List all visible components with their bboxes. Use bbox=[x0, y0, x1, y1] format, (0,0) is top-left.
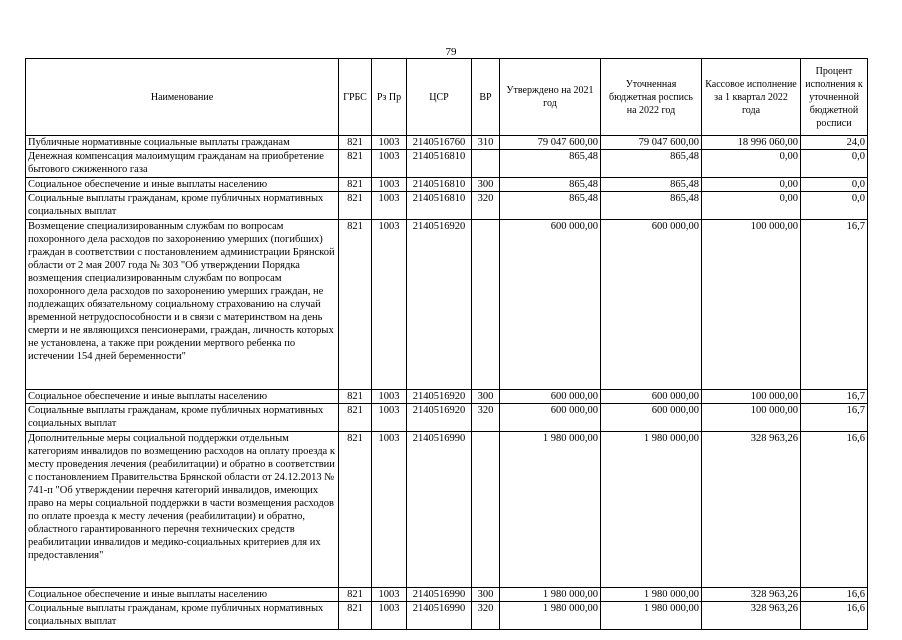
table-row bbox=[26, 432, 868, 588]
cell-rzpr: 1003 bbox=[372, 220, 407, 390]
cell-approved: 1 980 000,00 bbox=[500, 588, 601, 602]
cell-cash: 328 963,26 bbox=[702, 432, 801, 588]
cell-csr: 2140516810 bbox=[407, 178, 472, 192]
cell-csr: 2140516920 bbox=[407, 390, 472, 404]
cell-percent: 16,7 bbox=[801, 390, 868, 404]
cell-grbs: 821 bbox=[339, 432, 372, 588]
cell-percent: 16,6 bbox=[801, 602, 868, 630]
table-row bbox=[26, 588, 868, 602]
cell-percent: 0,0 bbox=[801, 192, 868, 220]
cell-rzpr: 1003 bbox=[372, 178, 407, 192]
cell-cash: 0,00 bbox=[702, 178, 801, 192]
header-percent: Процент исполнения к уточненной бюджетной росписи bbox=[801, 59, 868, 136]
cell-refined: 865,48 bbox=[601, 178, 702, 192]
cell-vr: 320 bbox=[472, 602, 500, 630]
cell-approved: 600 000,00 bbox=[500, 390, 601, 404]
table-row bbox=[26, 150, 868, 178]
cell-cash: 0,00 bbox=[702, 192, 801, 220]
cell-grbs: 821 bbox=[339, 390, 372, 404]
cell-rzpr: 1003 bbox=[372, 150, 407, 178]
cell-grbs: 821 bbox=[339, 602, 372, 630]
header-grbs: ГРБС bbox=[339, 59, 372, 136]
cell-name: Дополнительные меры социальной поддержки отдельным категориям инвалидов по возмещению расходов на оплату проезда к месту проведения лечения (реабилитации) и обратно в соответствии с постановлением Правительства Брянской области от 24.12.2013 № 741-п "Об утверждении перечня категорий инвалидов, имеющих право на меры социальной поддержки в части возмещения расходов по оплате проезда к месту лечения (реабилитации) и обратно, областного гарантированного перечня технических средств реабилитации инвалидов и медико-социальных критериев для их предоставления" bbox=[26, 432, 339, 588]
cell-cash: 328 963,26 bbox=[702, 588, 801, 602]
cell-rzpr: 1003 bbox=[372, 432, 407, 588]
cell-grbs: 821 bbox=[339, 588, 372, 602]
cell-approved: 865,48 bbox=[500, 178, 601, 192]
cell-refined: 865,48 bbox=[601, 150, 702, 178]
cell-refined: 1 980 000,00 bbox=[601, 602, 702, 630]
cell-csr: 2140516990 bbox=[407, 588, 472, 602]
budget-table bbox=[25, 58, 868, 630]
cell-rzpr: 1003 bbox=[372, 136, 407, 150]
cell-approved: 600 000,00 bbox=[500, 220, 601, 390]
cell-approved: 1 980 000,00 bbox=[500, 602, 601, 630]
cell-refined: 1 980 000,00 bbox=[601, 432, 702, 588]
cell-rzpr: 1003 bbox=[372, 390, 407, 404]
cell-name: Социальные выплаты гражданам, кроме публичных нормативных социальных выплат bbox=[26, 192, 339, 220]
header-csr: ЦСР bbox=[407, 59, 472, 136]
cell-percent: 16,7 bbox=[801, 220, 868, 390]
cell-cash: 100 000,00 bbox=[702, 404, 801, 432]
cell-rzpr: 1003 bbox=[372, 404, 407, 432]
cell-cash: 18 996 060,00 bbox=[702, 136, 801, 150]
cell-percent: 16,7 bbox=[801, 404, 868, 432]
cell-approved: 865,48 bbox=[500, 150, 601, 178]
cell-grbs: 821 bbox=[339, 150, 372, 178]
header-cash: Кассовое исполнение за 1 квартал 2022 года bbox=[702, 59, 801, 136]
table-row bbox=[26, 602, 868, 630]
cell-grbs: 821 bbox=[339, 192, 372, 220]
table-row bbox=[26, 220, 868, 390]
cell-vr bbox=[472, 220, 500, 390]
cell-name: Социальное обеспечение и иные выплаты населению bbox=[26, 390, 339, 404]
cell-name: Денежная компенсация малоимущим гражданам на приобретение бытового сжиженного газа bbox=[26, 150, 339, 178]
header-rzpr: Рз Пр bbox=[372, 59, 407, 136]
cell-vr: 300 bbox=[472, 178, 500, 192]
cell-cash: 328 963,26 bbox=[702, 602, 801, 630]
cell-refined: 600 000,00 bbox=[601, 404, 702, 432]
cell-csr: 2140516990 bbox=[407, 432, 472, 588]
cell-rzpr: 1003 bbox=[372, 602, 407, 630]
cell-grbs: 821 bbox=[339, 136, 372, 150]
header-vr: ВР bbox=[472, 59, 500, 136]
table-row bbox=[26, 192, 868, 220]
table-row bbox=[26, 178, 868, 192]
cell-rzpr: 1003 bbox=[372, 192, 407, 220]
table-row bbox=[26, 404, 868, 432]
page-number: 79 bbox=[445, 46, 457, 58]
cell-refined: 600 000,00 bbox=[601, 390, 702, 404]
cell-approved: 600 000,00 bbox=[500, 404, 601, 432]
cell-name: Социальные выплаты гражданам, кроме публичных нормативных социальных выплат bbox=[26, 602, 339, 630]
cell-vr: 320 bbox=[472, 192, 500, 220]
cell-approved: 865,48 bbox=[500, 192, 601, 220]
cell-percent: 24,0 bbox=[801, 136, 868, 150]
cell-csr: 2140516920 bbox=[407, 220, 472, 390]
cell-vr: 300 bbox=[472, 588, 500, 602]
cell-name: Возмещение специализированным службам по вопросам похоронного дела расходов по захоронению умерших (погибших) граждан в соответствии с постановлением администрации Брянской области от 2 мая 2007 года № 303 "Об утверждении Порядка возмещения специализированным службам по вопросам похоронного дела расходов по захоронению умерших граждан, не подлежащих обязательному социальному страхованию на случай временной нетрудоспособности и в связи с материнством на день смерти и не являющихся пенсионерами, граждан, личность которых не установлена, а также при рождении мертвого ребенка по истечении 154 дней беременности" bbox=[26, 220, 339, 390]
header-approved: Утверждено на 2021 год bbox=[500, 59, 601, 136]
cell-cash: 0,00 bbox=[702, 150, 801, 178]
header-name: Наименование bbox=[26, 59, 339, 136]
cell-vr bbox=[472, 432, 500, 588]
cell-refined: 600 000,00 bbox=[601, 220, 702, 390]
cell-refined: 865,48 bbox=[601, 192, 702, 220]
cell-csr: 2140516990 bbox=[407, 602, 472, 630]
table-row bbox=[26, 136, 868, 150]
cell-grbs: 821 bbox=[339, 178, 372, 192]
cell-vr bbox=[472, 150, 500, 178]
cell-name: Социальное обеспечение и иные выплаты населению bbox=[26, 588, 339, 602]
cell-csr: 2140516920 bbox=[407, 404, 472, 432]
cell-name: Социальные выплаты гражданам, кроме публичных нормативных социальных выплат bbox=[26, 404, 339, 432]
cell-refined: 79 047 600,00 bbox=[601, 136, 702, 150]
cell-name: Социальное обеспечение и иные выплаты населению bbox=[26, 178, 339, 192]
cell-name: Публичные нормативные социальные выплаты гражданам bbox=[26, 136, 339, 150]
cell-csr: 2140516810 bbox=[407, 192, 472, 220]
cell-percent: 16,6 bbox=[801, 588, 868, 602]
cell-approved: 79 047 600,00 bbox=[500, 136, 601, 150]
header-row bbox=[26, 59, 868, 136]
cell-vr: 320 bbox=[472, 404, 500, 432]
cell-csr: 2140516760 bbox=[407, 136, 472, 150]
cell-refined: 1 980 000,00 bbox=[601, 588, 702, 602]
cell-approved: 1 980 000,00 bbox=[500, 432, 601, 588]
cell-csr: 2140516810 bbox=[407, 150, 472, 178]
cell-percent: 16,6 bbox=[801, 432, 868, 588]
cell-vr: 310 bbox=[472, 136, 500, 150]
table-row bbox=[26, 390, 868, 404]
cell-percent: 0,0 bbox=[801, 150, 868, 178]
cell-vr: 300 bbox=[472, 390, 500, 404]
cell-cash: 100 000,00 bbox=[702, 220, 801, 390]
cell-rzpr: 1003 bbox=[372, 588, 407, 602]
cell-cash: 100 000,00 bbox=[702, 390, 801, 404]
header-refined: Уточненная бюджетная роспись на 2022 год bbox=[601, 59, 702, 136]
cell-grbs: 821 bbox=[339, 220, 372, 390]
cell-percent: 0,0 bbox=[801, 178, 868, 192]
cell-grbs: 821 bbox=[339, 404, 372, 432]
